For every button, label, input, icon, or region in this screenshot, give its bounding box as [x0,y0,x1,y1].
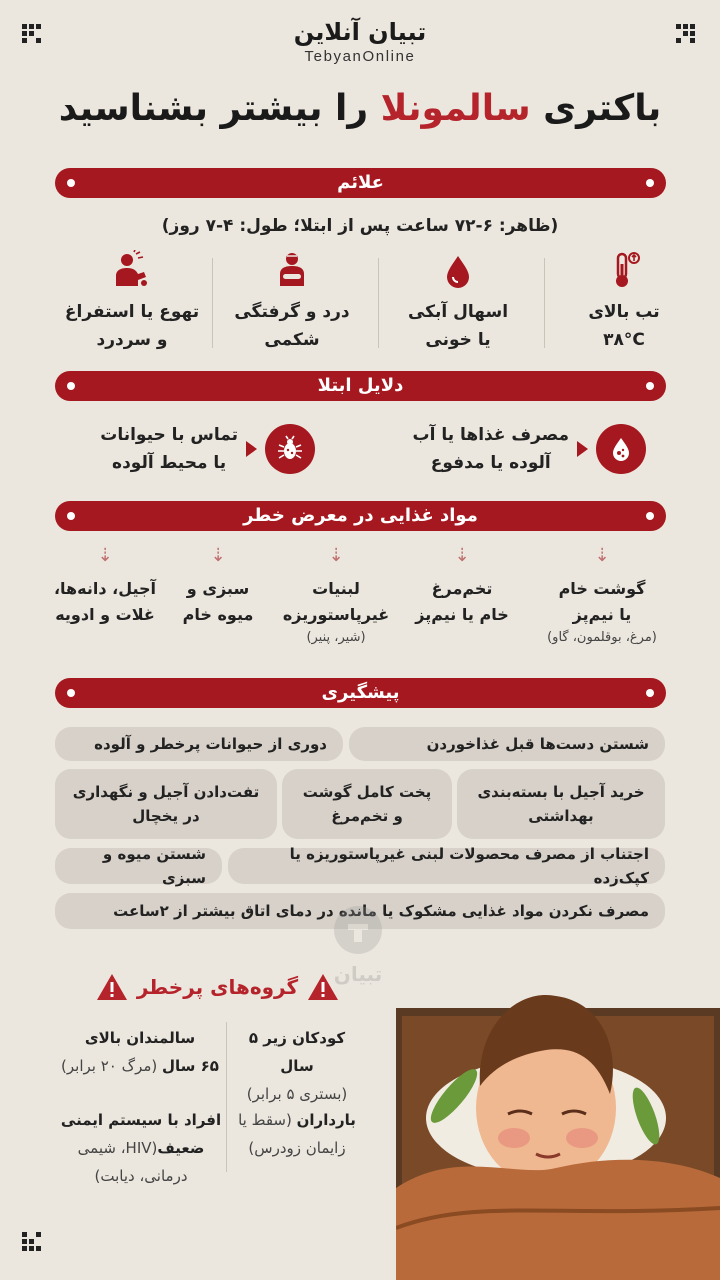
brand-name-en: TebyanOnline [304,48,416,65]
warning-icon [95,972,129,1002]
watermark-text: تبیان [333,962,383,986]
bar-dot [67,512,75,520]
drop-icon [438,250,478,290]
tip-text: دوری از حیوانات پرخطر و آلوده [94,735,327,753]
prevention-tip [457,769,665,839]
divider [378,258,379,348]
risk-line: (بستری ۵ برابر) [246,1085,348,1103]
tip-text: شستن میوه و سبزی [102,845,206,887]
cause-item [100,421,315,477]
tip-text: پخت کامل گوشت [302,783,432,801]
tip-text: و تخم‌مرغ [331,807,403,825]
bar-dot [67,689,75,697]
contaminated-drop-icon [607,435,635,463]
tip-text: اجتناب از مصرف محصولات لبنی غیرپاستوریزه یا کپک‌زده [289,845,649,887]
tip-text: در یخچال [132,807,200,825]
risk-line: بارداران [296,1111,356,1129]
risk-line: (HIV، شیمی [77,1139,158,1157]
symptom-line1: درد و گرفتگی [234,302,350,322]
vomiting-icon [112,250,152,290]
prevention-tip [55,727,343,761]
symptom-item [544,250,704,354]
tip-text: تفت‌دادن آجیل و نگهداری [72,783,260,801]
food-item [153,546,283,628]
title-part-2: سالمونلا [380,88,531,129]
risk-group [56,1106,226,1190]
bar-dot [646,179,654,187]
title-part-1: باکتری [543,88,662,129]
bar-dot [67,179,75,187]
cause-pointer [246,441,257,457]
symptom-line2: ۳۸°C [603,330,645,350]
food-line1: گوشت خام [558,579,646,598]
watermark-logo-icon [330,902,386,958]
title-part-3: را بیشتر بشناسید [58,88,369,129]
causes-header-bar [55,371,666,401]
bar-dot [646,689,654,697]
food-line2: غیرپاستوریزه [282,605,390,624]
bar-dot [646,382,654,390]
prevention-tip [55,769,277,839]
divider [212,258,213,348]
down-arrow-icon: ⇣ [454,545,470,566]
food-line1: تخم‌مرغ [431,579,493,598]
risk-header [95,972,340,1002]
tip-text: مصرف نکردن مواد غذایی مشکوک یا مانده در دمای اتاق بیشتر از ۲ساعت [113,902,649,920]
cause-line2: یا محیط آلوده [112,453,227,473]
symptom-line2: و سردرد [96,330,168,350]
symptoms-header-bar [55,168,666,198]
corner-ornament-icon [22,1232,44,1254]
bar-dot [67,382,75,390]
prevention-tip [349,727,665,761]
tip-text: بهداشتی [528,807,594,825]
symptom-line1: اسهال آبکی [407,302,509,322]
sick-child-illustration [396,968,720,1280]
symptom-line2: شکمی [264,330,320,350]
food-line2: یا نیم‌پز [572,605,632,624]
food-line1: آجیل، دانه‌ها، [53,579,157,598]
down-arrow-icon: ⇣ [594,545,610,566]
symptoms-onset: (ظاهر: ۶-۷۲ ساعت پس از ابتلا؛ طول: ۴-۷ روز) [161,216,559,236]
prevention-header-bar [55,678,666,708]
risk-line: ۶۵ سال [162,1057,219,1075]
bar-dot [646,512,654,520]
cause-item [413,421,646,477]
cause-icon-circle [265,424,315,474]
symptoms-header: علائم [337,172,384,193]
symptom-item [212,250,372,354]
page-title [0,88,720,129]
risk-line: زایمان زودرس) [248,1139,346,1157]
cause-line2: آلوده یا مدفوع [430,453,551,473]
symptom-item [378,250,538,354]
divider [226,1022,227,1172]
prevention-header: پیشگیری [321,682,400,703]
thermometer-icon [604,250,644,290]
risk-line: (سقط یا [238,1111,292,1129]
food-line2: خام یا نیم‌پز [415,605,509,624]
risk-line: سالمندان بالای [84,1029,196,1047]
food-item [537,546,667,645]
brand-name-fa: تبیان آنلاین [293,18,427,46]
risk-group [232,1106,362,1162]
risk-line: درمانی، دیابت) [94,1167,188,1185]
prevention-tip [282,769,452,839]
risk-line: (مرگ ۲۰ برابر) [61,1057,158,1075]
cause-icon-circle [596,424,646,474]
risk-line: افراد با سیستم ایمنی [60,1111,222,1129]
symptom-line2: یا خونی [425,330,491,350]
symptom-item [52,250,212,354]
symptom-line1: تب بالای [588,302,660,322]
food-item [397,546,527,628]
down-arrow-icon: ⇣ [97,545,113,566]
tip-text: خرید آجیل با بسته‌بندی [477,783,645,801]
warning-icon [306,972,340,1002]
risk-title: گروه‌های پرخطر [136,975,299,999]
food-line1: لبنیات [312,579,360,598]
divider [544,258,545,348]
down-arrow-icon: ⇣ [210,545,226,566]
risk-line: کودکان زیر ۵ سال [248,1029,346,1075]
bug-icon [276,435,304,463]
risk-group [60,1024,220,1080]
down-arrow-icon: ⇣ [328,545,344,566]
foods-header: مواد غذایی در معرض خطر [243,505,478,526]
food-item [271,546,401,645]
cause-line1: مصرف غذاها یا آب [412,425,569,445]
brand-logo[interactable] [0,18,720,65]
food-item [40,546,170,628]
causes-header: دلایل ابتلا [317,375,404,396]
prevention-tip [55,845,222,887]
foods-header-bar [55,501,666,531]
stomach-pain-icon [272,250,312,290]
symptom-line1: تهوع یا استفراغ [64,302,200,322]
risk-line: ضعیف [157,1139,205,1157]
food-line2: غلات و ادویه [55,605,155,624]
cause-line1: تماس با حیوانات [100,425,238,445]
food-sub: (شیر، پنیر) [306,630,366,645]
food-sub: (مرغ، بوقلمون، گاو) [547,630,657,645]
risk-group [232,1024,362,1108]
prevention-tip [228,845,665,887]
cause-pointer [577,441,588,457]
food-line1: سبزی و [186,579,250,598]
food-line2: میوه خام [182,605,254,624]
tip-text: شستن دست‌ها قبل غذاخوردن [426,735,649,753]
